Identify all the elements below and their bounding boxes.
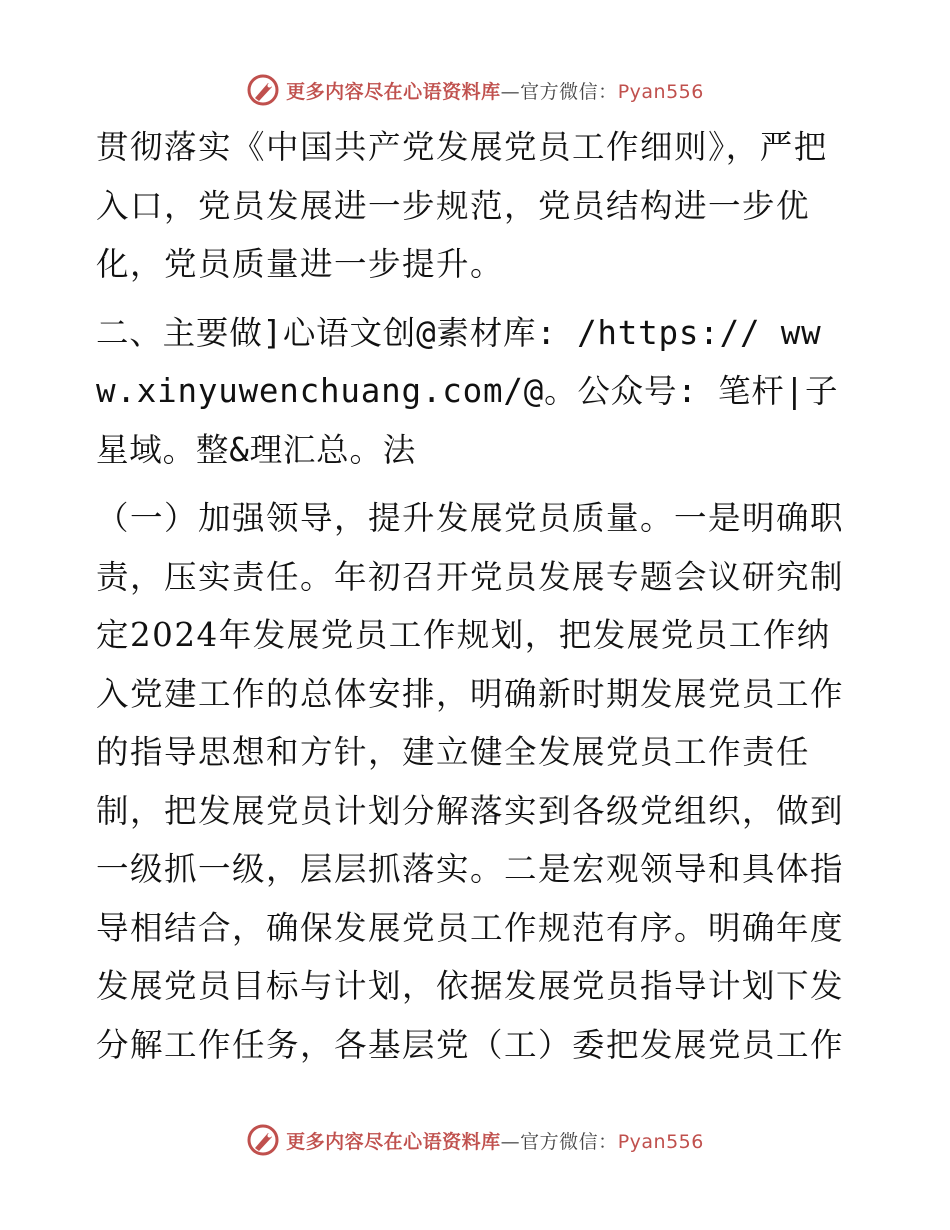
paragraph-intro: 贯彻落实《中国共产党发展党员工作细则》，严把入口，党员发展进一步规范，党员结构进一步优化，党员质量进一步提升。 (96, 128, 828, 283)
banner-text (286, 1127, 704, 1154)
pen-nib-logo-icon (246, 1123, 280, 1157)
paragraph-section-one: （一）加强领导，提升发展党员质量。一是明确职责，压实责任。年初召开党员发展专题会议研究制定2024年发展党员工作规划，把发展党员工作纳入党建工作的总体安排，明确新时期发展党员工作的指导思想和方针，建立健全发展党员工作责任制，把发展党员计划分解落实到各级党组织，做到一级抓一级，层层抓落实。二是宏观领导和具体指导相结合，确保发展党员工作规范有序。明确年度发展党员目标与计划，依据发展党员指导计划下发分解工作任务，各基层党（工）委把发展党员工作 (96, 499, 845, 1064)
banner-dash: — (500, 80, 521, 103)
footer-banner (0, 1120, 950, 1160)
paragraph-section-heading: 二、主要做]心语文创@素材库: /https:// www.xinyuwenchuang.com/@。公众号: 笔杆|子星域。整&理汇总。法 (96, 313, 839, 469)
header-banner (0, 70, 950, 110)
banner-wechat-label: 官方微信： (520, 1130, 618, 1153)
pen-nib-logo-icon (246, 73, 280, 107)
banner-wechat-label: 官方微信： (520, 80, 618, 103)
banner-title: 更多内容尽在心语资料库 (286, 1130, 501, 1153)
banner-text (286, 77, 704, 104)
banner-title: 更多内容尽在心语资料库 (286, 80, 501, 103)
document-body (96, 118, 856, 1074)
banner-wechat-id: Pyan556 (617, 80, 704, 103)
banner-wechat-id: Pyan556 (617, 1130, 704, 1153)
banner-dash: — (500, 1130, 521, 1153)
